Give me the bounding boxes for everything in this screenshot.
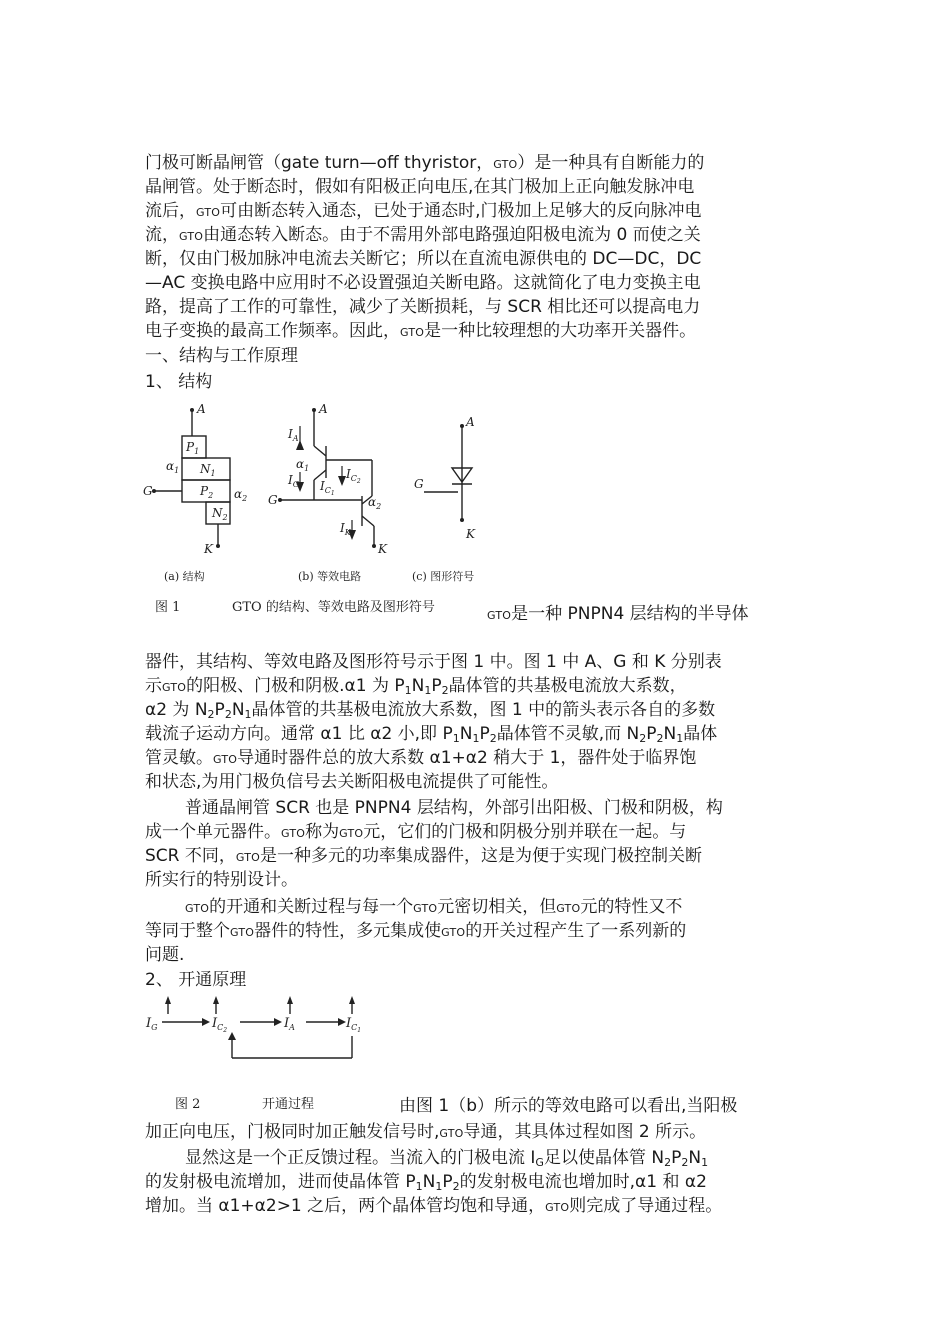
- para1-line8: 电子变换的最高工作频率。因此，GTO是一种比较理想的大功率开关器件。: [145, 321, 697, 341]
- para5-line2: 加正向电压，门极同时加正触发信号时,GTO导通，其具体过程如图 2 所示。: [145, 1122, 707, 1142]
- fig1-subcaption-b: (b) 等效电路: [298, 570, 362, 583]
- para1-line6: —AC 变换电路中应用时不必设置强迫关断电路。这就简化了电力变换主电: [145, 273, 701, 293]
- fig1-caption-number: 图 1: [155, 600, 181, 615]
- fig1-label-p1: $P_1$: [186, 440, 200, 456]
- para1-line3: 流后，GTO可由断态转入通态，已处于通态时,门极加上足够大的反向脉冲电: [145, 201, 702, 221]
- para3-line3: SCR 不同，GTO是一种多元的功率集成器件，这是为便于实现门极控制关断: [145, 846, 702, 866]
- fig2-ic2: $I_C2$: [212, 1016, 228, 1034]
- fig1-subcaption-a: (a) 结构: [164, 570, 205, 583]
- fig1b-label-cathode: K: [378, 542, 387, 556]
- para3-line2: 成一个单元器件。GTO称为GTO元，它们的门极和阴极分别并联在一起。与: [145, 822, 687, 842]
- fig2-caption-text: 开通过程: [262, 1097, 315, 1112]
- figure-2: [140, 996, 360, 1062]
- para4-line1: GTO的开通和关断过程与每一个GTO元密切相关，但GTO元的特性又不: [185, 897, 683, 917]
- fig2-ig: $I_G$: [146, 1016, 158, 1032]
- fig1b-label-alpha1: $\alpha_1$: [296, 457, 310, 473]
- fig2-ic1: $I_C1$: [346, 1016, 362, 1034]
- para1-line1: 门极可断晶闸管（gate turn—off thyristor，GTO）是一种具有自断能力的: [145, 153, 705, 173]
- fig1-caption-text: GTO 的结构、等效电路及图形符号: [232, 600, 435, 615]
- fig2-caption-number: 图 2: [175, 1097, 201, 1112]
- fig1-label-alpha1: $\alpha_1$: [166, 459, 180, 475]
- fig1b-label-alpha2: $\alpha_2$: [368, 495, 382, 511]
- fig1b-label-ik: $I_K$: [340, 521, 351, 537]
- para6-line2: 的发射极电流增加，进而使晶体管 $P_1N_1P_2$的发射极电流也增加时,α1 和 α2: [145, 1172, 707, 1193]
- para2-line2: 器件，其结构、等效电路及图形符号示于图 1 中。图 1 中 A、G 和 K 分别表: [145, 652, 722, 672]
- para2-line5: 载流子运动方向。通常 α1 比 α2 小,即 $P_1N_1P_2$晶体管不灵敏,而 $N_2P_2N_1$晶体: [145, 724, 718, 745]
- fig1c-label-cathode: K: [466, 527, 475, 541]
- para5-line1: 由图 1（b）所示的等效电路可以看出,当阳极: [399, 1096, 738, 1116]
- fig1-label-gate: G: [143, 484, 153, 498]
- para2-line1: GTO是一种 PNPN4 层结构的半导体: [487, 604, 749, 624]
- para3-line4: 所实行的特别设计。: [145, 870, 298, 890]
- fig1-label-n2: $N_2$: [212, 506, 228, 522]
- para3-line1: 普通晶闸管 SCR 也是 PNPN4 层结构，外部引出阳极、门极和阴极，构: [185, 798, 723, 818]
- para2-line4: α2 为 $N_2P_2N_1$晶体管的共基极电流放大系数，图 1 中的箭头表示各自的多数: [145, 700, 716, 721]
- fig2-ia: $I_A$: [284, 1016, 295, 1032]
- fig1-label-cathode: K: [204, 542, 213, 556]
- para2-line3: 示GTO的阳极、门极和阴极.α1 为 $P_1N_1P_2$晶体管的共基极电流放大系数，: [145, 676, 687, 697]
- para1-line2: 晶闸管。处于断态时，假如有阳极正向电压,在其门极加上正向触发脉冲电: [145, 177, 695, 197]
- fig1c-label-gate: G: [414, 477, 424, 491]
- fig1b-label-ig: $I_G$: [288, 473, 300, 489]
- fig1b-label-ia: $I_A$: [288, 427, 299, 443]
- fig1-label-n1: $N_1$: [200, 462, 216, 478]
- para4-line3: 问题.: [145, 945, 185, 965]
- subsection-heading-structure: 1、 结构: [145, 372, 213, 392]
- para1-line7: 路，提高了工作的可靠性，减少了关断损耗，与 SCR 相比还可以提高电力: [145, 297, 701, 317]
- fig1-label-anode: A: [197, 402, 206, 416]
- para2-line7: 和状态,为用门极负信号去关断阳极电流提供了可能性。: [145, 772, 559, 792]
- para4-line2: 等同于整个GTO器件的特性，多元集成使GTO的开关过程产生了一系列新的: [145, 921, 687, 941]
- para6-line3: 增加。当 α1+α2>1 之后，两个晶体管均饱和导通，GTO则完成了导通过程。: [145, 1196, 723, 1216]
- fig1b-label-ic1: $I_C1$: [320, 479, 335, 497]
- figure-1: [140, 398, 500, 618]
- para6-line1: 显然这是一个正反馈过程。当流入的门极电流 $I_G$足以使晶体管 $N_2P_2N_1$: [185, 1148, 709, 1169]
- subsection-heading-turn-on: 2、 开通原理: [145, 970, 247, 990]
- para2-line6: 管灵敏。GTO导通时器件总的放大系数 α1+α2 稍大于 1，器件处于临界饱: [145, 748, 697, 768]
- section-heading-1: 一、结构与工作原理: [145, 346, 298, 366]
- fig1-label-alpha2: $\alpha_2$: [234, 487, 248, 503]
- fig1b-label-anode: A: [319, 402, 328, 416]
- para1-line4: 流，GTO由通态转入断态。由于不需用外部电路强迫阳极电流为 0 而使之关: [145, 225, 701, 245]
- para1-line5: 断，仅由门极加脉冲电流去关断它；所以在直流电源供电的 DC—DC，DC: [145, 249, 702, 269]
- fig1c-label-anode: A: [466, 415, 475, 429]
- fig1-label-p2: $P_2$: [200, 484, 214, 500]
- fig1b-label-gate: G: [268, 493, 278, 507]
- fig1-subcaption-c: (c) 图形符号: [412, 570, 475, 583]
- fig1b-label-ic2: $I_C2$: [346, 467, 361, 485]
